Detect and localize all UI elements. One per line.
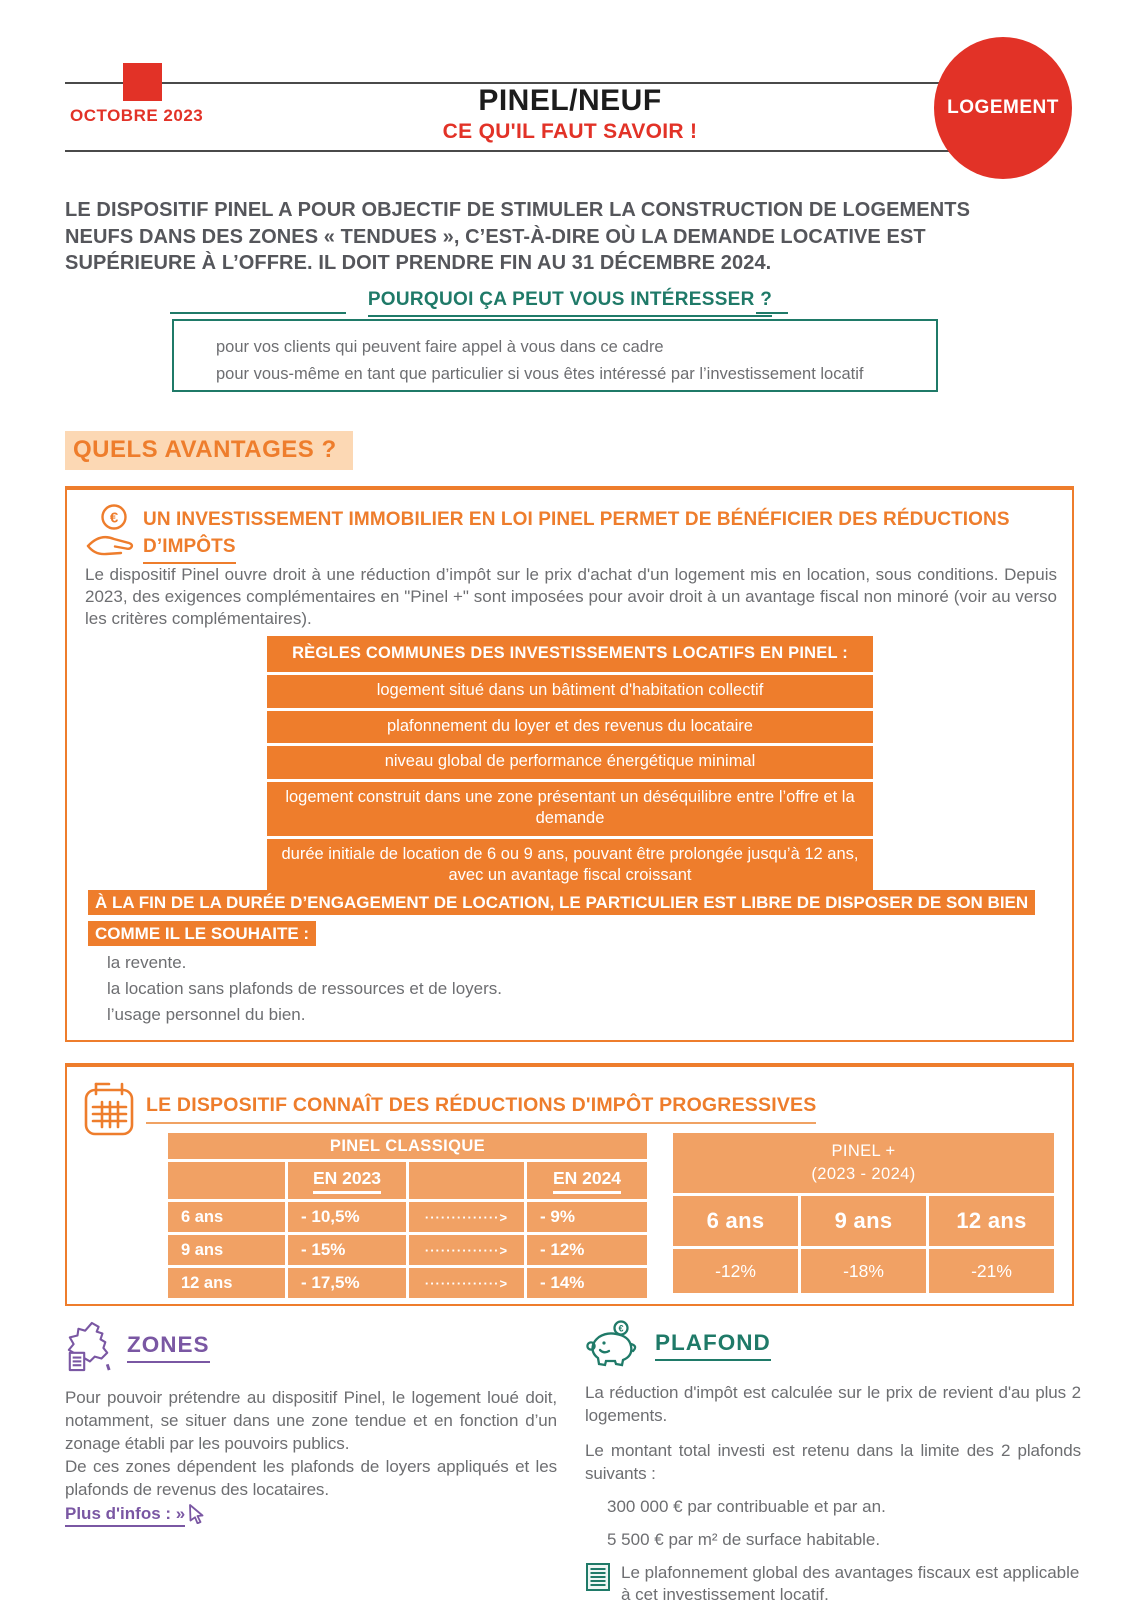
pinel-plus-title [673, 1133, 1054, 1193]
why-box [172, 319, 938, 392]
empty-cell [168, 1162, 285, 1199]
rule-row: logement situé dans un bâtiment d'habitation collectif [267, 675, 873, 707]
plafond-paragraph: Le montant total investi est retenu dans la limite des 2 plafonds suivants : [585, 1440, 1081, 1483]
cursor-icon [188, 1504, 205, 1524]
document-icon [585, 1562, 611, 1592]
reductions-box [65, 1063, 1074, 1306]
more-info-link[interactable] [65, 1504, 205, 1527]
zones-title: ZONES [127, 1332, 210, 1363]
arrow-cell: ··············> [409, 1268, 524, 1298]
svg-text:€: € [618, 1323, 624, 1334]
end-option: l’usage personnel du bien. [107, 1005, 306, 1024]
rule-row: niveau global de performance énergétique minimal [267, 746, 873, 778]
box1-heading-line1: UN INVESTISSEMENT IMMOBILIER EN LOI PINEL PERMET DE BÉNÉFICIER DES RÉDUCTIONS [143, 509, 1010, 530]
col-2024-header: EN 2024 [527, 1162, 647, 1199]
zones-paragraph: Pour pouvoir prétendre au dispositif Pinel, le logement loué doit, notamment, se situer dans une zone tendue et en fonction d’un zonage établi par les pouvoirs publics. [65, 1388, 557, 1453]
zones-section [65, 1320, 557, 1527]
end-option: la location sans plafonds de ressources et de loyers. [107, 979, 503, 998]
box1-heading [143, 507, 1068, 564]
plus-duration-cell: 9 ans [801, 1196, 926, 1246]
pinel-plus-title-line2: (2023 - 2024) [811, 1165, 916, 1183]
value-2024-cell: - 12% [527, 1235, 647, 1265]
value-2024-cell: - 9% [527, 1202, 647, 1232]
plafond-paragraph: La réduction d'impôt est calculée sur le prix de revient d'au plus 2 logements. [585, 1383, 1081, 1425]
duration-cell: 6 ans [168, 1202, 285, 1232]
euro-hand-icon [85, 502, 139, 560]
issue-date: OCTOBRE 2023 [70, 106, 204, 125]
zones-paragraph: De ces zones dépendent les plafonds de loyers appliqués et les plafonds de revenus des locataires. [65, 1456, 557, 1499]
calendar-icon [81, 1081, 137, 1139]
header-rule-bottom [65, 150, 965, 152]
pinel-classique-title: PINEL CLASSIQUE [168, 1133, 647, 1159]
empty-cell [409, 1162, 524, 1199]
pinel-plus-table [673, 1133, 1054, 1293]
plafond-section [585, 1320, 1081, 1606]
plafond-note [585, 1562, 1081, 1606]
rules-table [267, 636, 873, 893]
plafond-limits-list [585, 1496, 1081, 1551]
value-2023-cell: - 15% [288, 1235, 406, 1265]
rules-header: RÈGLES COMMUNES DES INVESTISSEMENTS LOCATIFS EN PINEL : [267, 636, 873, 672]
value-2023-cell: - 17,5% [288, 1268, 406, 1298]
value-2023-cell: - 10,5% [288, 1202, 406, 1232]
page-title: PINEL/NEUF [478, 84, 662, 117]
logement-badge [934, 37, 1072, 179]
value-2024-cell: - 14% [527, 1268, 647, 1298]
box1-paragraph: Le dispositif Pinel ouvre droit à une réduction d’impôt sur le prix d'achat d'un logement mis en location, sous conditions. Depuis 2023, des exigences complémentaires en "Pinel +" sont imposées pour avoir droit à un avantage fiscal non minoré (voir au verso les critères complémentaires). [85, 565, 1057, 629]
plafond-title: PLAFOND [655, 1330, 771, 1361]
box1-heading-line2: D’IMPÔTS [143, 534, 236, 565]
rule-row: plafonnement du loyer et des revenus du locataire [267, 711, 873, 743]
svg-text:€: € [109, 509, 119, 527]
col-2023-header: EN 2023 [288, 1162, 406, 1199]
plafond-note-text: Le plafonnement global des avantages fiscaux est applicable à cet investissement locatif. [621, 1562, 1080, 1605]
advantages-box [65, 486, 1074, 1042]
end-option: la revente. [107, 953, 187, 972]
france-map-icon [65, 1320, 113, 1374]
piggy-bank-icon [585, 1320, 641, 1370]
plafond-limit: 300 000 € par contribuable et par an. [607, 1496, 886, 1516]
why-item: pour vous-même en tant que particulier si vous êtes intéressé par l’investissement locatif [216, 365, 864, 383]
end-of-engagement-text: À LA FIN DE LA DURÉE D’ENGAGEMENT DE LOCATION, LE PARTICULIER EST LIBRE DE DISPOSER DE SON BIEN COMME IL LE SOUHAITE : [88, 890, 1035, 946]
plus-duration-cell: 12 ans [929, 1196, 1054, 1246]
duration-cell: 9 ans [168, 1235, 285, 1265]
plus-value-cell: -12% [673, 1249, 798, 1293]
more-info-link-label[interactable]: Plus d'infos : » [65, 1504, 185, 1527]
why-item: pour vos clients qui peuvent faire appel à vous dans ce cadre [216, 338, 664, 356]
badge-label: LOGEMENT [947, 97, 1059, 118]
why-title: POURQUOI ÇA PEUT VOUS INTÉRESSER ? [368, 289, 772, 317]
plus-value-cell: -21% [929, 1249, 1054, 1293]
rule-row: durée initiale de location de 6 ou 9 ans, pouvant être prolongée jusqu’à 12 ans, avec un avantage fiscal croissant [267, 839, 873, 893]
pinel-plus-title-line1: PINEL + [831, 1141, 896, 1160]
arrow-cell: ··············> [409, 1235, 524, 1265]
arrow-cell: ··············> [409, 1202, 524, 1232]
plus-duration-cell: 6 ans [673, 1196, 798, 1246]
advantages-section-title: QUELS AVANTAGES ? [65, 431, 353, 470]
end-of-engagement-heading [88, 888, 1048, 950]
rule-row: logement construit dans une zone présentant un déséquilibre entre l’offre et la demande [267, 782, 873, 836]
duration-cell: 12 ans [168, 1268, 285, 1298]
end-options-list [107, 950, 502, 1028]
page-subtitle: CE QU'IL FAUT SAVOIR ! [442, 120, 698, 143]
plus-value-cell: -18% [801, 1249, 926, 1293]
plafond-limit: 5 500 € par m² de surface habitable. [607, 1529, 881, 1549]
box2-heading: LE DISPOSITIF CONNAÎT DES RÉDUCTIONS D'IMPÔT PROGRESSIVES [146, 1094, 816, 1124]
intro-paragraph: LE DISPOSITIF PINEL A POUR OBJECTIF DE STIMULER LA CONSTRUCTION DE LOGEMENTS NEUFS DANS DES ZONES « TENDUES », C’EST-À-DIRE OÙ LA DEMANDE LOCATIVE EST SUPÉRIEURE À L’OFFRE. IL DOIT PRENDRE FIN AU 31 DÉCEMBRE 2024. [65, 199, 971, 275]
pinel-classique-table [168, 1133, 647, 1298]
